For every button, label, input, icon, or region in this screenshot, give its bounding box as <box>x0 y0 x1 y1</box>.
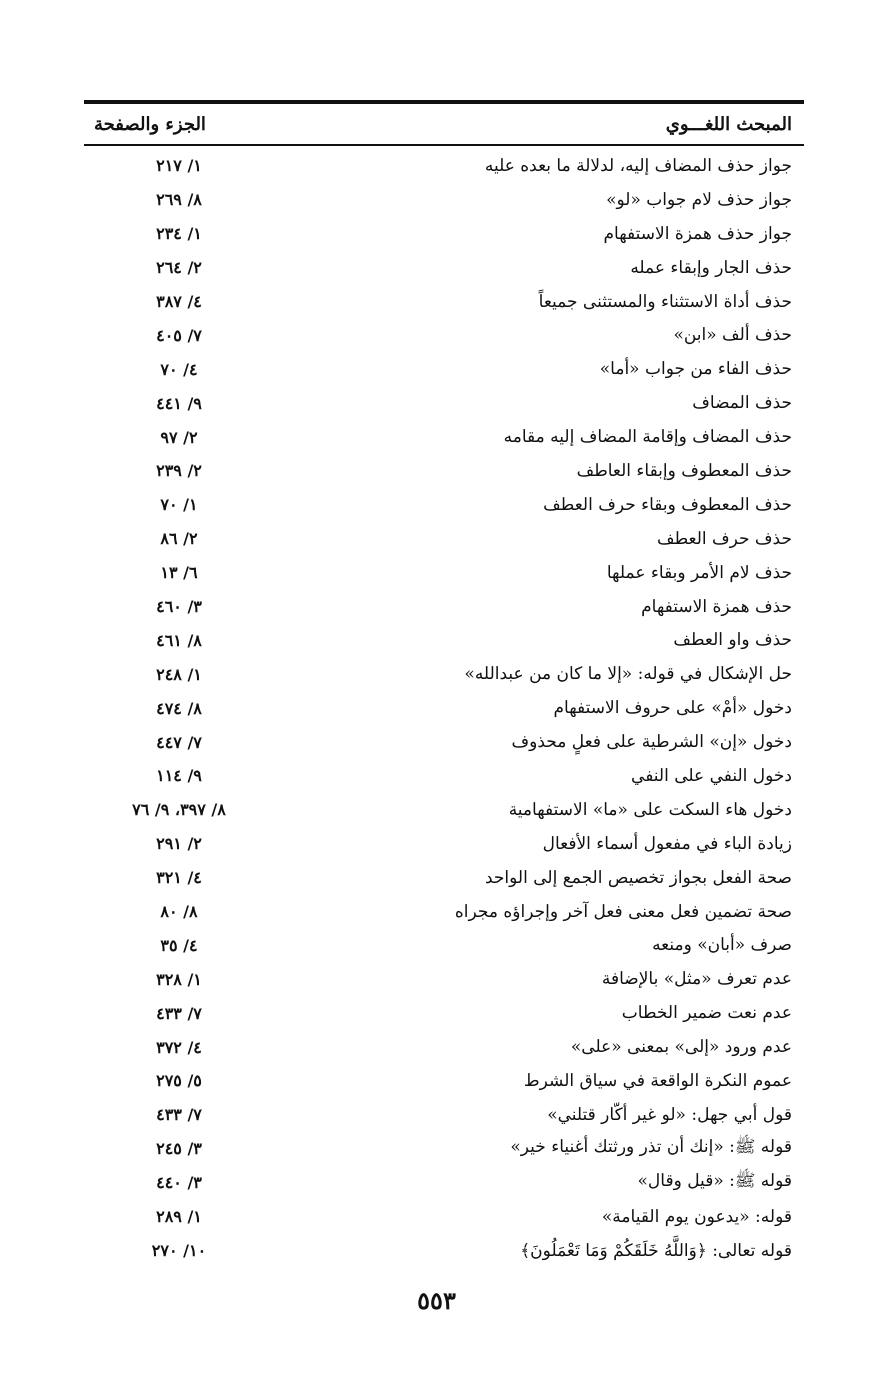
topic-text: حذف ألف «ابن» <box>673 325 792 346</box>
volume-page-reference: ١/ ٧٠ <box>160 495 198 515</box>
topic-text: حذف المضاف وإقامة المضاف إليه مقامه <box>503 427 792 448</box>
volume-page-reference: ٨/ ٨٠ <box>160 902 198 922</box>
topic-text: حذف المعطوف وبقاء حرف العطف <box>543 494 792 515</box>
table-row <box>84 556 804 590</box>
topic-text: قول أبي جهل: «لو غير أكّار قتلني» <box>547 1104 792 1125</box>
table-row <box>84 522 804 556</box>
volume-page-reference: ٧/ ٤٣٣ <box>156 1003 202 1023</box>
topic-text: دخول هاء السكت على «ما» الاستفهامية <box>508 799 792 820</box>
table-row <box>84 454 804 488</box>
volume-page-reference: ٢/ ٨٦ <box>160 529 198 549</box>
table-row <box>84 1098 804 1132</box>
volume-page-reference: ٨/ ٤٦١ <box>156 630 202 650</box>
topic-text: حذف المعطوف وإبقاء العاطف <box>576 460 792 481</box>
volume-page-reference: ٦/ ١٣ <box>160 563 198 583</box>
table-row <box>84 1200 804 1234</box>
volume-page-reference: ٢/ ٢٦٤ <box>156 258 202 278</box>
table-row <box>84 623 804 657</box>
table-row <box>84 657 804 691</box>
volume-page-reference: ٧/ ٤٠٥ <box>156 325 202 345</box>
volume-page-reference: ٩/ ٤٤١ <box>156 393 202 413</box>
table-row <box>84 1234 804 1268</box>
table-row <box>84 1064 804 1098</box>
topic-text: قوله ﷺ: «إنك أن تذر ورثتك أغنياء خير» <box>510 1137 792 1158</box>
topic-text: حذف الفاء من جواب «أما» <box>599 359 792 380</box>
topic-text: دخول «إن» الشرطية على فعلٍ محذوف <box>511 732 792 753</box>
volume-page-reference: ١/ ٣٢٨ <box>156 969 202 989</box>
volume-page-reference: ٧/ ٤٣٣ <box>156 1105 202 1125</box>
table-row <box>84 217 804 251</box>
table-row <box>84 1030 804 1064</box>
volume-page-reference: ١/ ٢٣٤ <box>156 224 202 244</box>
topic-text: دخول «أمْ» على حروف الاستفهام <box>553 698 792 719</box>
topic-text: حذف همزة الاستفهام <box>641 596 792 617</box>
volume-page-reference: ١/ ٢٨٩ <box>156 1207 202 1227</box>
topic-text: قوله تعالى: ﴿وَاللَّهُ خَلَقَكُمْ وَمَا تَعْمَلُونَ﴾ <box>520 1240 792 1261</box>
topic-text: حذف المضاف <box>692 393 792 414</box>
topic-text: حذف واو العطف <box>673 630 792 651</box>
page-number: ٥٥٣ <box>417 1286 456 1315</box>
table-row <box>84 1132 804 1166</box>
topic-text: حذف الجار وإبقاء عمله <box>630 257 792 278</box>
topic-text: زيادة الباء في مفعول أسماء الأفعال <box>542 833 792 854</box>
table-row <box>84 793 804 827</box>
topic-text: عموم النكرة الواقعة في سياق الشرط <box>523 1070 792 1091</box>
topic-text: حذف حرف العطف <box>656 528 792 549</box>
header-rule <box>84 144 804 146</box>
volume-page-reference: ١/ ٢٤٨ <box>156 664 202 684</box>
table-row <box>84 149 804 183</box>
volume-page-reference: ٤/ ٣٧٢ <box>156 1037 202 1057</box>
volume-page-reference: ٢/ ٩٧ <box>160 427 198 447</box>
index-rows <box>84 149 804 1267</box>
topic-text: عدم تعرف «مثل» بالإضافة <box>601 969 792 990</box>
table-row <box>84 962 804 996</box>
topic-text: قوله ﷺ: «قيل وقال» <box>637 1171 792 1192</box>
volume-page-reference: ٥/ ٢٧٥ <box>156 1071 202 1091</box>
table-row <box>84 895 804 929</box>
table-row <box>84 590 804 624</box>
volume-page-reference: ٩/ ١١٤ <box>156 766 202 786</box>
table-row <box>84 420 804 454</box>
volume-page-reference: ٢/ ٢٣٩ <box>156 461 202 481</box>
volume-page-reference: ١٠/ ٢٧٠ <box>151 1240 207 1260</box>
table-row <box>84 996 804 1030</box>
volume-page-reference: ٤/ ٣٢١ <box>156 868 202 888</box>
topic-text: صرف «أبان» ومنعه <box>652 935 792 956</box>
volume-page-reference: ٣/ ٤٤٠ <box>156 1173 202 1193</box>
volume-page-reference: ٨/ ٢٦٩ <box>156 190 202 210</box>
volume-page-reference: ٤/ ٣٨٧ <box>156 292 202 311</box>
table-row <box>84 928 804 962</box>
table-row <box>84 386 804 420</box>
topic-text: قوله: «يدعون يوم القيامة» <box>601 1206 792 1227</box>
topic-text: صحة تضمين فعل معنى فعل آخر وإجراؤه مجراه <box>454 901 792 922</box>
topic-column-header: المبحث اللغـــوي <box>665 113 792 135</box>
table-row <box>84 285 804 319</box>
table-row <box>84 725 804 759</box>
table-row <box>84 352 804 386</box>
index-page <box>84 100 804 1267</box>
table-row <box>84 759 804 793</box>
table-row <box>84 827 804 861</box>
table-header <box>84 104 804 144</box>
volume-page-reference: ٣/ ٤٦٠ <box>156 597 202 617</box>
reference-column-header: الجزء والصفحة <box>94 113 206 135</box>
topic-text: حذف لام الأمر وبقاء عملها <box>606 562 792 583</box>
table-row <box>84 183 804 217</box>
topic-text: حل الإشكال في قوله: «إلا ما كان من عبدالله» <box>464 664 792 685</box>
table-row <box>84 1166 804 1200</box>
table-row <box>84 691 804 725</box>
volume-page-reference: ٨/ ٣٩٧، ٩/ ٧٦ <box>132 800 226 820</box>
topic-text: حذف أداة الاستثناء والمستثنى جميعاً <box>538 291 792 312</box>
volume-page-reference: ٤/ ٣٥ <box>160 935 198 955</box>
table-row <box>84 861 804 895</box>
volume-page-reference: ٤/ ٧٠ <box>160 359 198 379</box>
volume-page-reference: ٣/ ٢٤٥ <box>156 1139 202 1159</box>
table-row <box>84 251 804 285</box>
topic-text: جواز حذف لام جواب «لو» <box>606 189 792 210</box>
topic-text: دخول النفي على النفي <box>631 765 792 786</box>
topic-text: جواز حذف المضاف إليه، لدلالة ما بعده عليه <box>484 155 792 176</box>
table-row <box>84 488 804 522</box>
volume-page-reference: ٢/ ٢٩١ <box>156 834 202 854</box>
topic-text: جواز حذف همزة الاستفهام <box>603 223 792 244</box>
volume-page-reference: ١/ ٢١٧ <box>156 156 202 176</box>
volume-page-reference: ٧/ ٤٤٧ <box>156 732 202 752</box>
volume-page-reference: ٨/ ٤٧٤ <box>156 698 202 718</box>
topic-text: عدم نعت ضمير الخطاب <box>621 1003 792 1024</box>
topic-text: صحة الفعل بجواز تخصيص الجمع إلى الواحد <box>484 867 792 888</box>
table-row <box>84 318 804 352</box>
topic-text: عدم ورود «إلى» بمعنى «على» <box>570 1037 792 1058</box>
